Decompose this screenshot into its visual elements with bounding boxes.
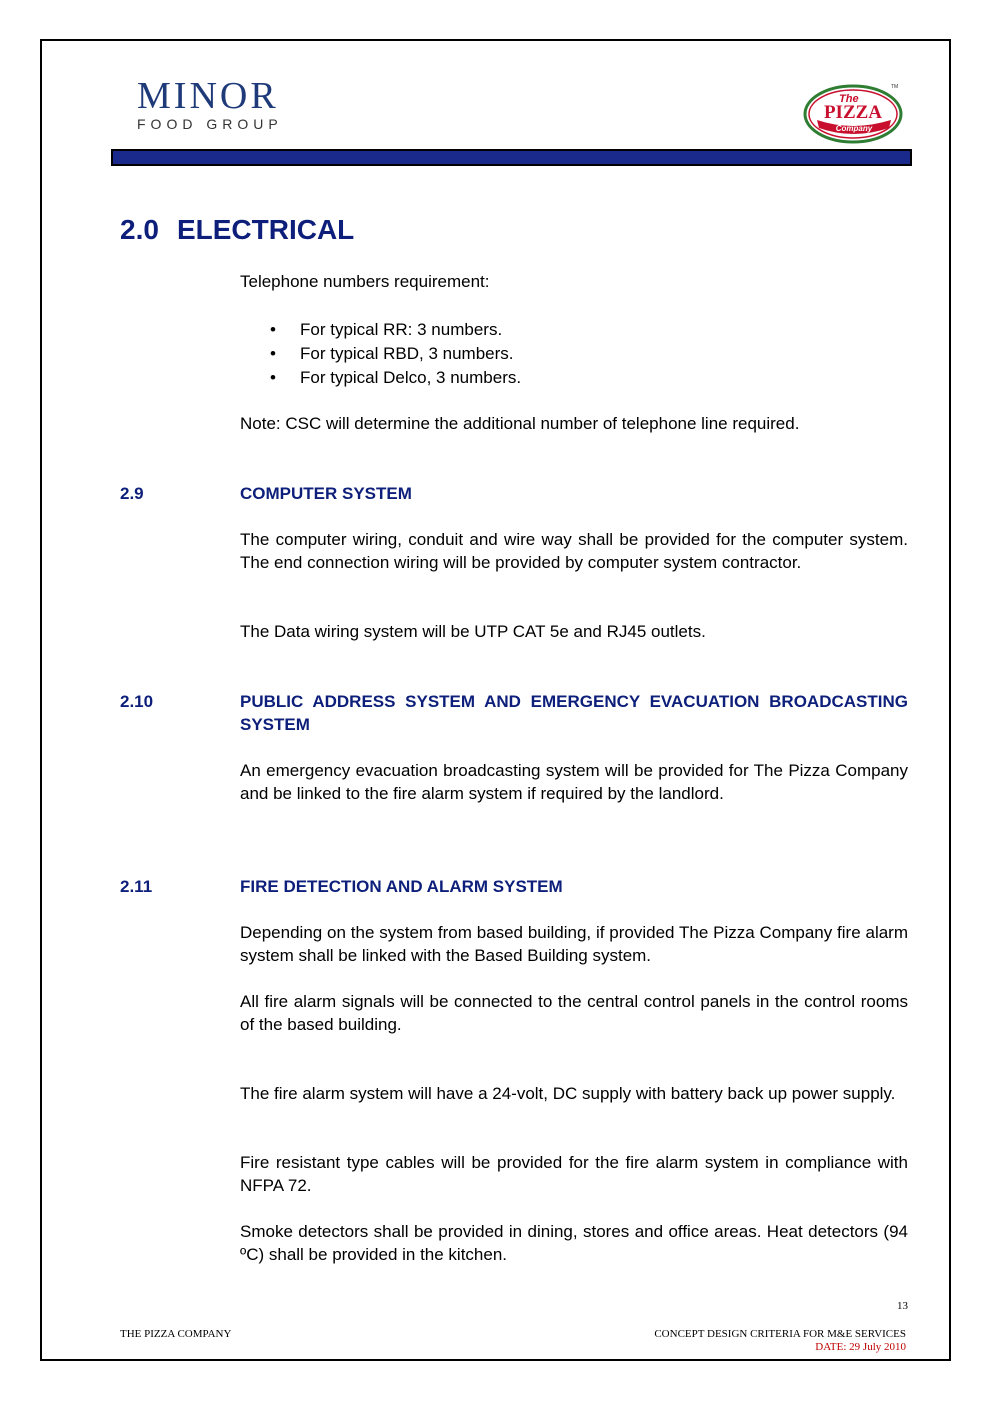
telephone-list: [240, 318, 521, 390]
section-heading: [120, 212, 354, 248]
paragraph: Depending on the system from based building, if provided The Pizza Company fire alarm system shall be linked with the Based Building system.: [240, 923, 908, 965]
subsection-number: 2.11: [120, 877, 153, 896]
pizza-company-logo: [803, 80, 905, 144]
subsection-title: FIRE DETECTION AND ALARM SYSTEM: [240, 877, 563, 896]
telephone-note: Note: CSC will determine the additional number of telephone line required.: [240, 414, 800, 433]
footer-document-title: CONCEPT DESIGN CRITERIA FOR M&E SERVICES: [654, 1328, 906, 1340]
minor-food-group-logo: [137, 77, 283, 132]
section-title: ELECTRICAL: [176, 214, 355, 245]
section-number: 2.0: [120, 214, 159, 245]
footer-date: DATE: 29 July 2010: [815, 1341, 906, 1353]
subsection-title: PUBLIC ADDRESS SYSTEM AND EMERGENCY EVACUATION BROADCASTING SYSTEM: [240, 692, 908, 734]
paragraph: An emergency evacuation broadcasting system will be provided for The Pizza Company and be linked to the fire alarm system if required by the landlord.: [240, 761, 908, 803]
list-item: • For typical RR: 3 numbers.: [240, 318, 521, 342]
list-item: • For typical RBD, 3 numbers.: [240, 342, 521, 366]
pizza-logo-tm: TM: [891, 84, 899, 90]
pizza-logo-the: The: [839, 93, 859, 105]
bullet-icon: •: [270, 368, 276, 387]
subsection-number: 2.10: [120, 692, 154, 711]
minor-logo-word: MINOR: [137, 75, 279, 117]
pizza-logo-brand: PIZZA: [823, 102, 883, 123]
footer-company: THE PIZZA COMPANY: [120, 1328, 232, 1340]
paragraph: All fire alarm signals will be connected to the central control panels in the control rooms of the based building.: [240, 992, 908, 1034]
pizza-logo-ribbon: Company: [835, 124, 873, 133]
bullet-icon: •: [270, 344, 276, 363]
subsection-title: COMPUTER SYSTEM: [240, 484, 412, 503]
list-item: • For typical Delco, 3 numbers.: [240, 366, 521, 390]
page-number: 13: [897, 1300, 908, 1312]
subsection-number: 2.9: [120, 484, 144, 503]
paragraph: Fire resistant type cables will be provided for the fire alarm system in compliance with NFPA 72.: [240, 1153, 908, 1195]
paragraph: The fire alarm system will have a 24-volt, DC supply with battery back up power supply.: [240, 1084, 896, 1103]
paragraph: The computer wiring, conduit and wire way shall be provided for the computer system. The end connection wiring will be provided by computer system contractor.: [240, 530, 908, 572]
minor-logo-subtitle: FOOD GROUP: [137, 116, 283, 132]
bullet-icon: •: [270, 320, 276, 339]
header-rule-bar: [111, 149, 912, 166]
telephone-intro: Telephone numbers requirement:: [240, 272, 490, 291]
paragraph: Smoke detectors shall be provided in dining, stores and office areas. Heat detectors (94 ºC) shall be provided in the kitchen.: [240, 1222, 908, 1264]
paragraph: The Data wiring system will be UTP CAT 5e and RJ45 outlets.: [240, 622, 706, 641]
